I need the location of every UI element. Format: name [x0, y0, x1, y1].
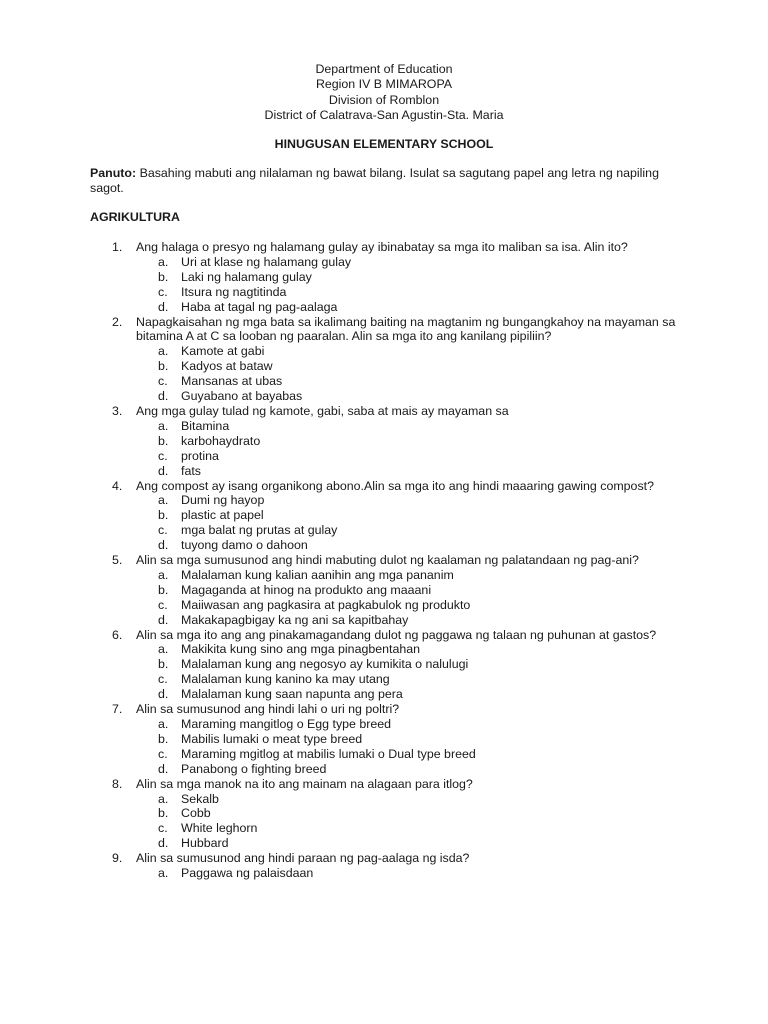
choice-text: Makakapagbigay ka ng ani sa kapitbahay	[181, 612, 409, 627]
choice-text: White leghorn	[181, 821, 258, 836]
choice-item	[0, 836, 768, 851]
choice-text: Malalaman kung ang negosyo ay kumikita o nalulugi	[181, 657, 469, 672]
choice-item	[0, 508, 768, 523]
choice-item	[0, 657, 768, 672]
choice-text: Malalaman kung saan napunta ang pera	[181, 687, 403, 702]
choice-item	[0, 568, 768, 583]
instructions	[90, 166, 690, 197]
choice-list	[0, 642, 768, 702]
choice-item	[0, 806, 768, 821]
choice-text: plastic at papel	[181, 508, 264, 523]
choice-letter: b.	[158, 508, 169, 523]
question-text: Ang compost ay isang organikong abono.Alin sa mga ito ang hindi maaaring gawing compost?	[136, 478, 654, 493]
header-district: District of Calatrava-San Agustin-Sta. Maria	[264, 107, 504, 122]
question-number: 5.	[112, 553, 123, 568]
choice-item	[0, 642, 768, 657]
question-item	[0, 240, 768, 315]
choice-letter: c.	[158, 523, 168, 538]
choice-text: Malalaman kung kalian aanihin ang mga pananim	[181, 567, 454, 582]
choice-text: Maraming mgitlog at mabilis lumaki o Dual type breed	[181, 746, 476, 761]
choice-letter: d.	[158, 612, 169, 627]
question-item	[0, 315, 768, 404]
subject-heading: AGRIKULTURA	[90, 210, 180, 224]
choice-letter: c.	[158, 284, 168, 299]
question-text: Napagkaisahan ng mga bata sa ikalimang baiting na magtanim ng bungangkahoy na mayaman sa bitamina A at C sa looban ng paaralan. Alin sa mga ito ang kanilang pipiliin?	[136, 314, 676, 344]
question-number: 7.	[112, 702, 123, 717]
choice-letter: a.	[158, 493, 169, 508]
question-number: 9.	[112, 851, 123, 866]
choice-letter: b.	[158, 582, 169, 597]
instructions-text: Basahing mabuti ang nilalaman ng bawat bilang. Isulat sa sagutang papel ang letra ng napiling sagot.	[90, 166, 659, 196]
choice-letter: d.	[158, 836, 169, 851]
choice-item	[0, 434, 768, 449]
choice-text: Guyabano at bayabas	[181, 389, 303, 404]
choice-letter: b.	[158, 359, 169, 374]
choice-letter: b.	[158, 806, 169, 821]
question-item	[0, 702, 768, 777]
choice-letter: a.	[158, 866, 169, 881]
choice-item	[0, 717, 768, 732]
question-number: 3.	[112, 403, 123, 418]
question-item	[0, 553, 768, 628]
choice-text: protina	[181, 448, 219, 463]
choice-item	[0, 449, 768, 464]
question-item	[0, 479, 768, 554]
choice-item	[0, 613, 768, 628]
question-number: 2.	[112, 314, 123, 329]
header-division: Division of Romblon	[328, 92, 440, 107]
choice-item	[0, 792, 768, 807]
choice-item	[0, 523, 768, 538]
choice-list	[0, 866, 768, 881]
choice-text: Bitamina	[181, 418, 230, 433]
choice-text: Sekalb	[181, 791, 219, 806]
choice-list	[0, 568, 768, 628]
choice-item	[0, 270, 768, 285]
choice-text: karbohaydrato	[181, 433, 261, 448]
choice-text: Itsura ng nagtitinda	[181, 284, 287, 299]
choice-letter: c.	[158, 672, 168, 687]
choice-text: Paggawa ng palaisdaan	[181, 866, 314, 881]
choice-item	[0, 419, 768, 434]
question-number: 6.	[112, 627, 123, 642]
choice-letter: d.	[158, 761, 169, 776]
choice-letter: c.	[158, 374, 168, 389]
choice-item	[0, 821, 768, 836]
choice-list	[0, 792, 768, 852]
choice-item	[0, 672, 768, 687]
choice-item	[0, 598, 768, 613]
choice-letter: a.	[158, 717, 169, 731]
choice-letter: a.	[158, 642, 169, 657]
choice-item	[0, 866, 768, 881]
choice-letter: c.	[158, 597, 168, 612]
choice-letter: a.	[158, 567, 169, 582]
choice-text: Mabilis lumaki o meat type breed	[181, 731, 363, 746]
choice-text: Hubbard	[181, 836, 229, 851]
choice-letter: a.	[158, 254, 169, 269]
question-number: 1.	[112, 240, 123, 254]
header-department: Department of Education	[315, 62, 453, 76]
question-text: Alin sa mga manok na ito ang mainam na alagaan para itlog?	[136, 776, 473, 791]
choice-letter: c.	[158, 746, 168, 761]
choice-text: Uri at klase ng halamang gulay	[181, 254, 352, 269]
choice-item	[0, 359, 768, 374]
choice-text: Maiiwasan ang pagkasira at pagkabulok ng produkto	[181, 597, 471, 612]
choice-letter: b.	[158, 731, 169, 746]
question-text: Ang halaga o presyo ng halamang gulay ay ibinabatay sa mga ito maliban sa isa. Alin ito?	[136, 240, 628, 254]
choice-text: mga balat ng prutas at gulay	[181, 523, 338, 538]
choice-item	[0, 687, 768, 702]
instructions-label: Panuto:	[90, 166, 137, 180]
choice-letter: b.	[158, 433, 169, 448]
question-text: Alin sa sumusunod ang hindi paraan ng pag-aalaga ng isda?	[136, 851, 470, 866]
choice-letter: a.	[158, 418, 169, 433]
choice-text: Makikita kung sino ang mga pinagbentahan	[181, 642, 421, 657]
choice-text: Maraming mangitlog o Egg type breed	[181, 717, 392, 731]
school-name: HINUGUSAN ELEMENTARY SCHOOL	[274, 137, 494, 151]
choice-letter: a.	[158, 791, 169, 806]
question-list	[0, 240, 768, 881]
choice-text: Cobb	[181, 806, 211, 821]
choice-item	[0, 762, 768, 777]
question-item	[0, 777, 768, 852]
choice-text: Panabong o fighting breed	[181, 761, 327, 776]
choice-text: fats	[181, 463, 201, 478]
choice-text: Malalaman kung kanino ka may utang	[181, 672, 390, 687]
choice-item	[0, 300, 768, 315]
choice-text: Kadyos at bataw	[181, 359, 273, 374]
choice-text: Kamote at gabi	[181, 344, 265, 359]
question-text: Alin sa mga ito ang ang pinakamagandang dulot ng paggawa ng talaan ng puhunan at gastos?	[136, 627, 657, 642]
question-item	[0, 404, 768, 479]
choice-item	[0, 255, 768, 270]
choice-letter: d.	[158, 463, 169, 478]
choice-item	[0, 732, 768, 747]
choice-list	[0, 255, 768, 315]
choice-list	[0, 419, 768, 479]
question-text: Alin sa mga sumusunod ang hindi mabuting dulot ng kaalaman ng palatandaan ng pag-ani?	[136, 553, 639, 568]
choice-letter: c.	[158, 448, 168, 463]
question-item	[0, 628, 768, 703]
choice-text: Haba at tagal ng pag-aalaga	[181, 299, 338, 314]
choice-text: Dumi ng hayop	[181, 493, 265, 508]
choice-letter: d.	[158, 687, 169, 702]
header-region: Region IV B MIMAROPA	[315, 77, 453, 92]
choice-letter: a.	[158, 344, 169, 359]
choice-letter: b.	[158, 269, 169, 284]
choice-letter: d.	[158, 299, 169, 314]
choice-item	[0, 493, 768, 508]
choice-item	[0, 583, 768, 598]
question-text: Alin sa sumusunod ang hindi lahi o uri ng poltri?	[136, 702, 400, 717]
choice-item	[0, 538, 768, 553]
question-number: 4.	[112, 478, 123, 493]
choice-item	[0, 374, 768, 389]
choice-letter: c.	[158, 821, 168, 836]
choice-text: Laki ng halamang gulay	[181, 269, 312, 284]
choice-text: Magaganda at hinog na produkto ang maaani	[181, 582, 432, 597]
choice-item	[0, 389, 768, 404]
choice-list	[0, 493, 768, 553]
choice-item	[0, 747, 768, 762]
choice-letter: b.	[158, 657, 169, 672]
choice-letter: d.	[158, 389, 169, 404]
question-item	[0, 851, 768, 881]
question-number: 8.	[112, 776, 123, 791]
choice-text: tuyong damo o dahoon	[181, 538, 308, 553]
choice-text: Mansanas at ubas	[181, 374, 283, 389]
question-text: Ang mga gulay tulad ng kamote, gabi, saba at mais ay mayaman sa	[136, 403, 509, 418]
choice-letter: d.	[158, 538, 169, 553]
choice-list	[0, 344, 768, 404]
choice-item	[0, 285, 768, 300]
choice-item	[0, 344, 768, 359]
choice-list	[0, 717, 768, 777]
choice-item	[0, 464, 768, 479]
document-header	[0, 62, 768, 123]
